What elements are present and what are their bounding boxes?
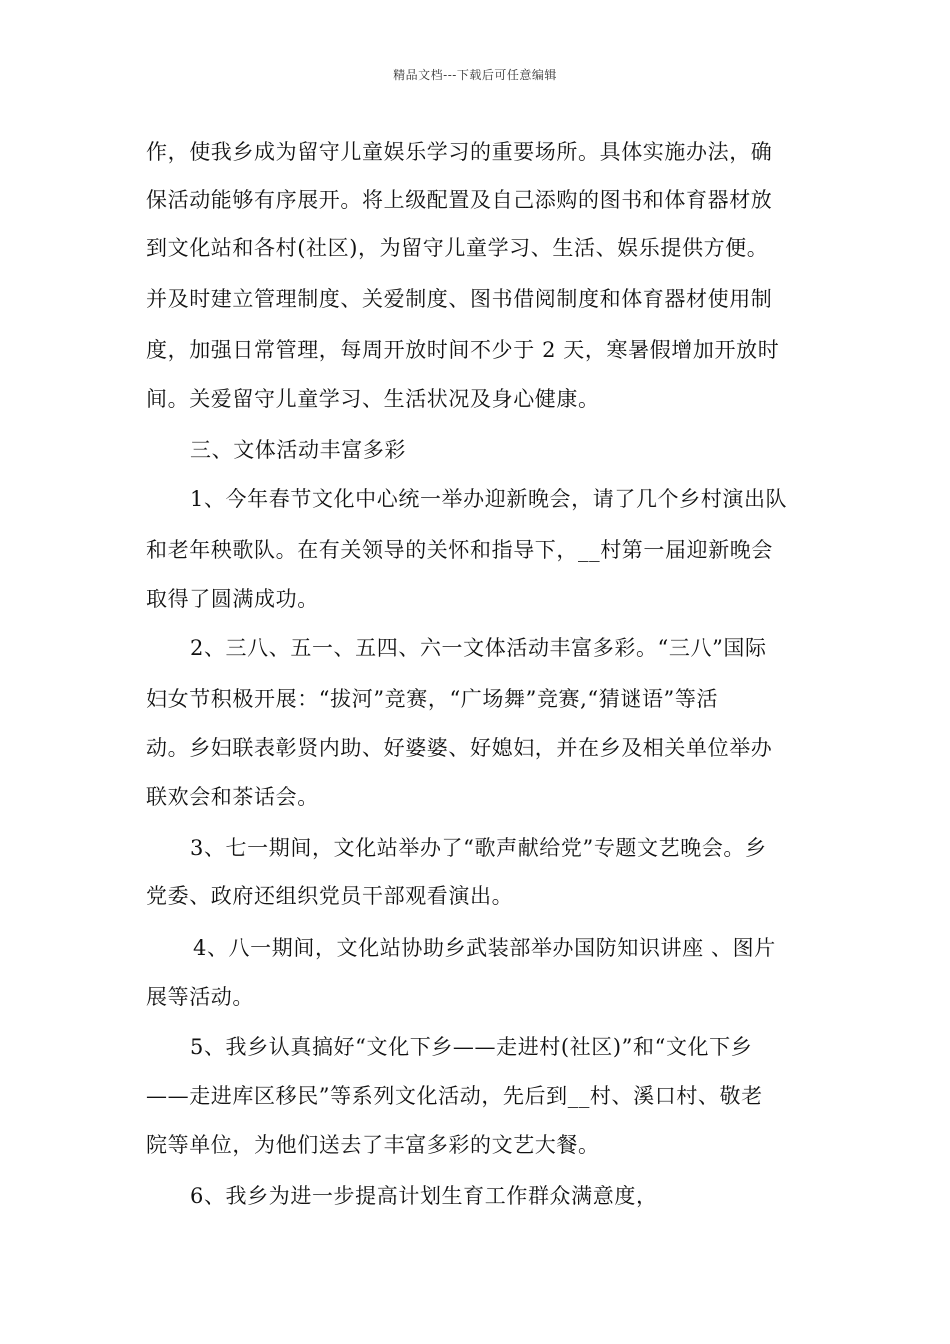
body-line: 6、我乡为进一步提高计划生育工作群众满意度， <box>190 1184 658 1208</box>
body-line: 动。乡妇联表彰贤内助、好婆婆、好媳妇，并在乡及相关单位举办 <box>146 736 773 760</box>
body-line: 保活动能够有序展开。将上级配置及自己添购的图书和体育器材放 <box>146 188 773 212</box>
body-line: 5、我乡认真搞好“文化下乡——走进村(社区)”和“文化下乡 <box>190 1035 753 1059</box>
body-line: 并及时建立管理制度、关爱制度、图书借阅制度和体育器材使用制 <box>146 287 773 311</box>
body-line: ——走进库区移民”等系列文化活动，先后到__村、溪口村、敬老 <box>146 1084 763 1108</box>
body-line: 取得了圆满成功。 <box>146 587 319 611</box>
body-line: 4、八一期间，文化站协助乡武装部举办国防知识讲座 、图片 <box>193 936 776 960</box>
body-line: 妇女节积极开展：“拔河”竞赛，“广场舞”竞赛,“猜谜语”等活 <box>146 687 719 711</box>
body-line: 作，使我乡成为留守儿童娱乐学习的重要场所。具体实施办法，确 <box>146 140 773 164</box>
body-line: 1、今年春节文化中心统一举办迎新晚会，请了几个乡村演出队 <box>190 487 788 511</box>
body-line: 联欢会和茶话会。 <box>146 785 319 809</box>
body-line: 展等活动。 <box>146 985 254 1009</box>
body-line: 3、七一期间，文化站举办了“歌声献给党”专题文艺晚会。乡 <box>190 836 767 860</box>
body-line: 院等单位，为他们送去了丰富多彩的文艺大餐。 <box>146 1133 600 1157</box>
section-heading: 三、文体活动丰富多彩 <box>190 438 406 462</box>
body-line: 到文化站和各村(社区)，为留守儿童学习、生活、娱乐提供方便。 <box>146 236 769 260</box>
body-line: 间。关爱留守儿童学习、生活状况及身心健康。 <box>146 387 600 411</box>
body-line: 度，加强日常管理，每周开放时间不少于 2 天，寒暑假增加开放时 <box>146 338 780 362</box>
body-line: 党委、政府还组织党员干部观看演出。 <box>146 884 514 908</box>
body-line: 和老年秧歌队。在有关领导的关怀和指导下，__村第一届迎新晚会 <box>146 538 773 562</box>
body-line: 2、三八、五一、五四、六一文体活动丰富多彩。“三八”国际 <box>190 636 767 660</box>
page-header: 精品文档---下载后可任意编辑 <box>393 68 557 82</box>
